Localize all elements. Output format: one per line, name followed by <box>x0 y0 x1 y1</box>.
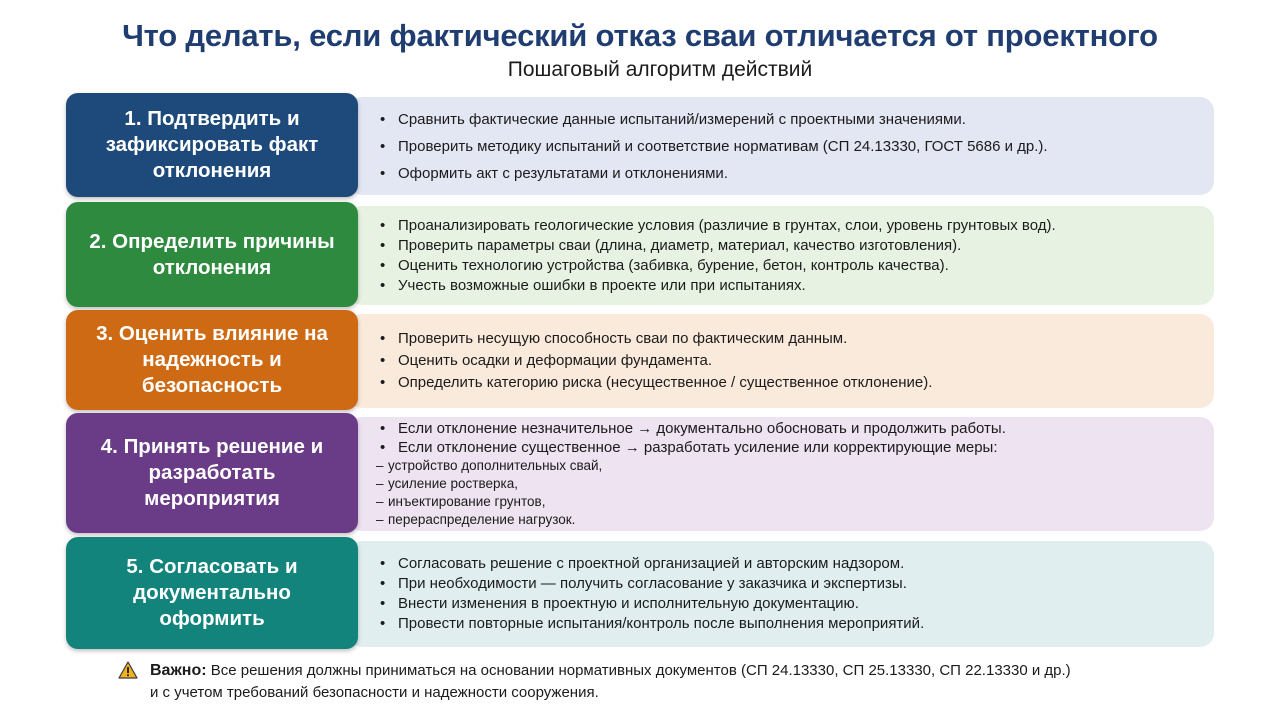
page-subtitle: Пошаговый алгоритм действий <box>507 58 813 81</box>
warning-icon <box>118 661 138 679</box>
step-5-header: 5. Согласовать и документально оформить <box>66 537 358 649</box>
step-3-bullet-3: • Определить категорию риска (несущественное / существенное отклонение). <box>378 372 1214 394</box>
step-1-bullet-3: • Оформить акт с результатами и отклонениями. <box>378 160 1214 187</box>
step-5-bullet-1: • Согласовать решение с проектной организацией и авторским надзором. <box>378 554 1214 574</box>
step-1-body <box>348 97 1214 195</box>
step-4 <box>66 413 1214 533</box>
step-5-bullet-3: • Внести изменения в проектную и исполнительную документацию. <box>378 594 1214 614</box>
step-2-bullet-4: • Учесть возможные ошибки в проекте или при испытаниях. <box>378 276 1214 296</box>
step-1-bullet-2: • Проверить методику испытаний и соответствие нормативам (СП 24.13330, ГОСТ 5686 и др.). <box>378 133 1214 160</box>
note-line-2: и с учетом требований безопасности и надежности сооружения. <box>150 684 599 701</box>
step-3-body <box>348 314 1214 408</box>
important-note <box>118 660 1071 704</box>
step-1 <box>66 93 1214 197</box>
step-2-bullet-2: • Проверить параметры сваи (длина, диаметр, материал, качество изготовления). <box>378 236 1214 256</box>
step-5-bullet-4: • Провести повторные испытания/контроль после выполнения мероприятий. <box>378 614 1214 634</box>
step-2 <box>66 202 1214 307</box>
step-3 <box>66 310 1214 410</box>
step-4-subitem-3: – инъектирование грунтов, <box>376 493 1214 511</box>
step-5-bullet-2: • При необходимости — получить согласование у заказчика и экспертизы. <box>378 574 1214 594</box>
step-4-subitem-4: – перераспределение нагрузок. <box>376 511 1214 529</box>
step-4-bullet-1: • Если отклонение незначительное → документально обосновать и продолжить работы. <box>378 419 1214 438</box>
step-3-bullet-1: • Проверить несущую способность сваи по фактическим данным. <box>378 328 1214 350</box>
step-5-body <box>348 541 1214 647</box>
step-3-bullet-2: • Оценить осадки и деформации фундамента. <box>378 350 1214 372</box>
page-title: Что делать, если фактический отказ сваи отличается от проектного <box>122 18 1158 53</box>
step-5 <box>66 537 1214 649</box>
step-2-bullet-3: • Оценить технологию устройства (забивка, бурение, бетон, контроль качества). <box>378 256 1214 276</box>
step-2-bullet-1: • Проанализировать геологические условия (различие в грунтах, слои, уровень грунтовых вод). <box>378 216 1214 236</box>
step-4-subitem-1: – устройство дополнительных свай, <box>376 457 1214 475</box>
step-2-header: 2. Определить причины отклонения <box>66 202 358 307</box>
step-1-bullet-1: • Сравнить фактические данные испытаний/измерений с проектными значениями. <box>378 106 1214 133</box>
step-4-bullet-2: • Если отклонение существенное → разработать усиление или корректирующие меры: <box>378 438 1214 457</box>
step-3-header: 3. Оценить влияние на надежность и безопасность <box>66 310 358 410</box>
step-4-header: 4. Принять решение и разработать мероприятия <box>66 413 358 533</box>
step-2-body <box>348 206 1214 305</box>
note-label: Важно: <box>150 662 207 679</box>
step-4-subitem-2: – усиление ростверка, <box>376 475 1214 493</box>
step-1-header: 1. Подтвердить и зафиксировать факт отклонения <box>66 93 358 197</box>
note-line-1: Все решения должны приниматься на основании нормативных документов (СП 24.13330, СП 25.13330, СП 22.13330 и др.) <box>210 662 1071 679</box>
step-4-body <box>348 417 1214 531</box>
